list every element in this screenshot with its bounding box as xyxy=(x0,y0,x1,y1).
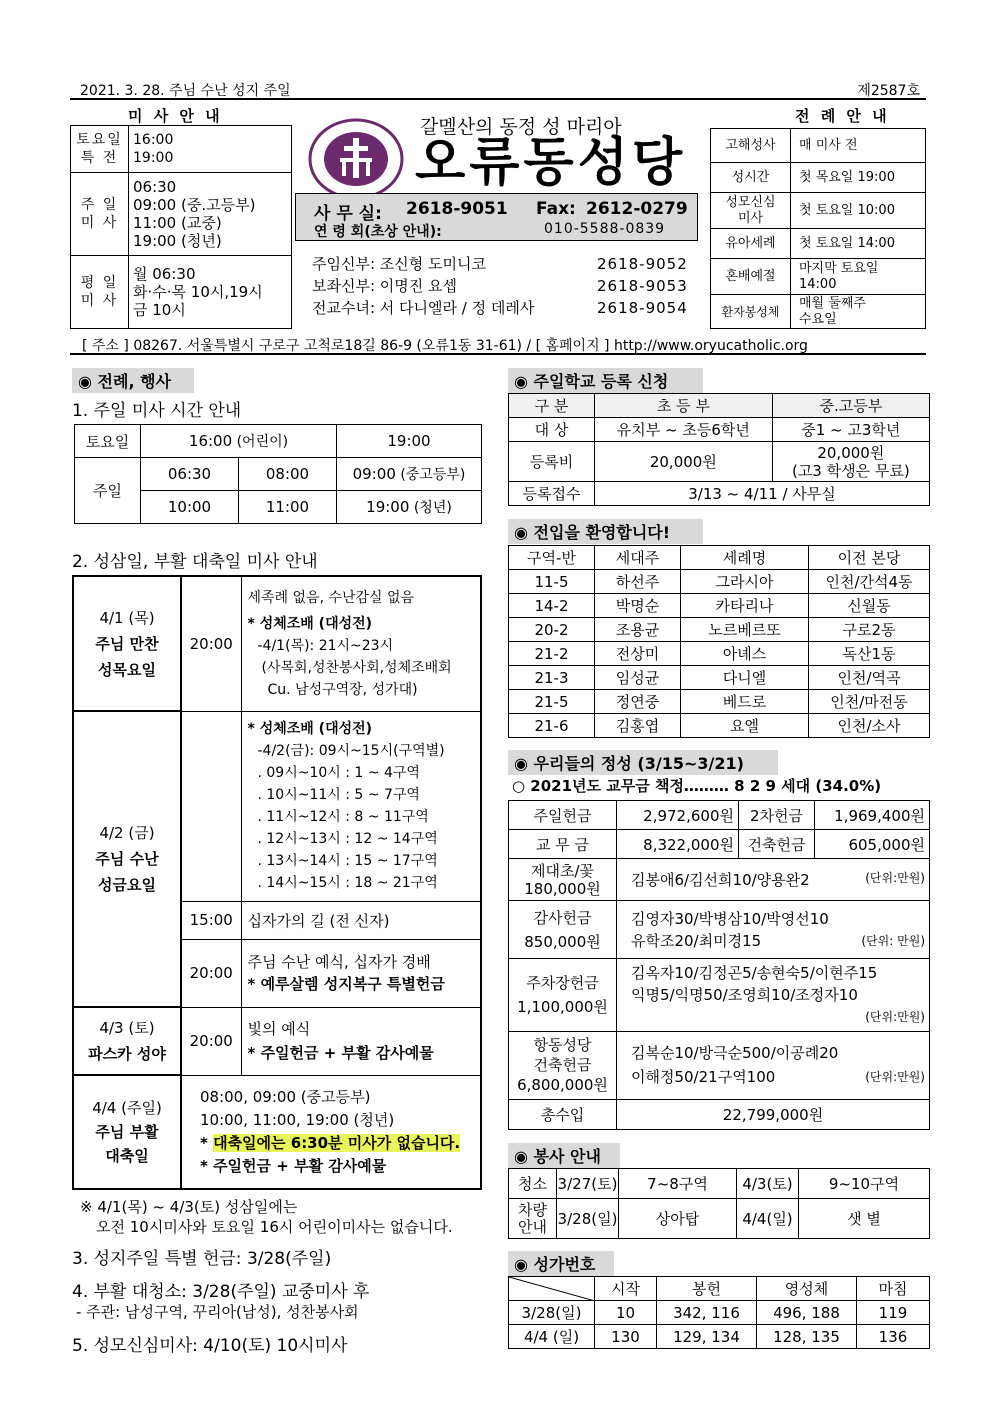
cell: 이해정50/21구역100 xyxy=(631,1068,776,1087)
welcome-cell: 신월동 xyxy=(809,594,930,618)
detail-line: . 12시~13시 : 12 ~ 14구역 xyxy=(257,831,438,847)
welcome-cell: 11-5 xyxy=(509,570,595,594)
detail-line: 빛의 예식 xyxy=(247,1020,311,1038)
liturgy-value: 매 미사 전 xyxy=(791,129,926,163)
welcome-row xyxy=(509,594,930,618)
section-welcome: ◉ 전입을 환영합니다! xyxy=(508,519,703,544)
cell: 20,000원 xyxy=(595,442,773,482)
cell: 중.고등부 xyxy=(772,394,929,418)
cell: 7~8구역 xyxy=(619,1169,737,1199)
clergy-row xyxy=(312,275,702,297)
cell: 구 분 xyxy=(509,394,595,418)
sat-time-1: 16:00 xyxy=(188,432,233,450)
cell: (고3 학생은 무료) xyxy=(791,461,910,480)
triduum-heading: 2. 성삼일, 부활 대축일 미사 안내 xyxy=(72,552,318,572)
sun-time: 10:00 xyxy=(141,491,239,524)
welcome-cell: 임성균 xyxy=(595,666,681,690)
hymn-cell: 496, 188 xyxy=(757,1301,857,1325)
liturgy-key: 유아세례 xyxy=(711,229,791,259)
cell: 605,000원 xyxy=(815,830,930,859)
welcome-row xyxy=(509,690,930,714)
detail-line: -4/2(금): 09시~15시(구역별) xyxy=(257,743,445,759)
cell: 1,969,400원 xyxy=(815,801,930,830)
clergy-role: 주임신부: 조신형 도미니코 xyxy=(312,255,486,273)
welcome-header: 세대주 xyxy=(595,546,681,570)
mass-guide-table xyxy=(70,125,292,329)
time-cell: 20:00 xyxy=(181,939,241,1007)
clergy-role: 전교수녀: 서 다니엘라 / 정 데레사 xyxy=(312,299,535,317)
detail-line: . 09시~10시 : 1 ~ 4구역 xyxy=(257,765,420,781)
cell: 감사헌금 xyxy=(533,908,592,927)
association-label: 연 령 회(초상 안내): xyxy=(314,224,442,240)
day-name: 주님 부활 xyxy=(95,1123,159,1141)
highlight-notice: 대축일에는 6:30분 미사가 없습니다. xyxy=(213,1133,461,1152)
cell: 익명5/익명50/조영희10/조정자10 xyxy=(631,986,858,1005)
hymn-cell: 129, 134 xyxy=(657,1325,757,1349)
detail-line: 주님 수난 예식, 십자가 경배 xyxy=(247,953,431,971)
liturgy-value: 첫 토요일 14:00 xyxy=(791,229,926,259)
detail-line: . 13시~14시 : 15 ~ 17구역 xyxy=(257,853,438,869)
cell: 대 상 xyxy=(509,418,595,442)
cell: 김복순10/방극순500/이공례20 xyxy=(631,1044,839,1063)
detail-line: 십자가의 길 (전 신자) xyxy=(241,901,481,939)
detail-line: Cu. 남성구역장, 성가대) xyxy=(267,681,418,698)
fax-number: 2612-0279 xyxy=(586,199,688,219)
sunday-mass-heading: 1. 주일 미사 시간 안내 xyxy=(72,401,242,421)
section-sunday-school: ◉ 주일학교 등록 신청 xyxy=(508,368,703,393)
mass-value: 06:30 09:00 (중.고등부) 11:00 (교중) 19:00 (청년) xyxy=(129,173,292,255)
hymn-cell: 3/28(일) xyxy=(509,1301,595,1325)
cell: 상아탑 xyxy=(619,1199,737,1239)
cell: 제대초/꽃 xyxy=(530,861,594,880)
welcome-cell: 21-5 xyxy=(509,690,595,714)
hymn-cell: 119 xyxy=(857,1301,930,1325)
sunday-label: 주일 xyxy=(75,458,141,524)
welcome-row xyxy=(509,642,930,666)
welcome-row xyxy=(509,570,930,594)
detail-line: 세족례 없음, 수난감실 없음 xyxy=(247,589,415,606)
cell: 4/3(토) xyxy=(737,1169,799,1199)
item-4-detail: - 주관: 남성구역, 꾸리아(남성), 성찬봉사회 xyxy=(76,1303,359,1321)
cell: 850,000원 xyxy=(524,932,601,951)
cell: 등록접수 xyxy=(509,482,595,506)
cell: 안내 xyxy=(518,1217,547,1236)
cell: 김옥자10/김정곤5/송현숙5/이현주15 xyxy=(631,964,878,983)
welcome-cell: 아녜스 xyxy=(681,642,809,666)
welcome-cell: 하선주 xyxy=(595,570,681,594)
detail-line: -4/1(목): 21시~23시 xyxy=(257,637,394,654)
welcome-cell: 20-2 xyxy=(509,618,595,642)
liturgy-key: 성모신심 미사 xyxy=(711,193,791,229)
welcome-cell: 요엘 xyxy=(681,714,809,738)
liturgy-key: 혼배예절 xyxy=(711,259,791,295)
fax-label: Fax: xyxy=(536,199,576,219)
section-service: ◉ 봉사 안내 xyxy=(508,1143,620,1168)
clergy-phone: 2618-9054 xyxy=(597,299,688,317)
cell: 1,100,000원 xyxy=(517,998,608,1017)
item-5: 5. 성모신심미사: 4/10(토) 10시미사 xyxy=(72,1336,348,1356)
day-name: 성금요일 xyxy=(98,876,156,894)
hymn-cell: 10 xyxy=(595,1301,657,1325)
liturgy-value: 마지막 토요일 14:00 xyxy=(791,259,926,295)
sun-time: 11:00 xyxy=(239,491,337,524)
welcome-cell: 독산1동 xyxy=(809,642,930,666)
detail-line: * 주일헌금 + 부활 감사예물 xyxy=(247,1044,434,1062)
cell: 2,972,600원 xyxy=(617,801,739,830)
day-name: 주님 수난 xyxy=(95,850,159,868)
cell: 3/28(일) xyxy=(557,1199,619,1239)
day-label: 4/1 (목) xyxy=(99,608,155,627)
day-name: 주님 만찬 xyxy=(95,634,159,653)
detail-line: 10:00, 11:00, 19:00 (청년) xyxy=(200,1110,395,1129)
day-name: 대축일 xyxy=(105,1147,149,1165)
cell: 180,000원 xyxy=(524,879,601,898)
liturgy-value: 첫 토요일 10:00 xyxy=(791,193,926,229)
time-cell: 20:00 xyxy=(181,1007,241,1075)
day-label: 4/3 (토) xyxy=(99,1019,155,1037)
welcome-header: 구역-반 xyxy=(509,546,595,570)
welcome-cell: 그라시아 xyxy=(681,570,809,594)
mass-value: 16:00 19:00 xyxy=(129,126,292,173)
clergy-phone: 2618-9053 xyxy=(597,277,688,295)
welcome-cell: 21-6 xyxy=(509,714,595,738)
cell: 건축헌금 xyxy=(533,1056,592,1075)
cell: 유학조20/최미경15 xyxy=(631,931,762,950)
cell: 교 무 금 xyxy=(509,830,617,859)
welcome-cell: 인천/소사 xyxy=(809,714,930,738)
address-bar xyxy=(70,333,926,355)
triduum-table: 4/1 (목) 주님 만찬 성목요일 20:00 세족례 없음, 수난감실 없음 * 성체조배 (대성전) -4/1(목): 21시~23시 (사목회,성찬봉사회,성체조배회 Cu. 남성구역장, 성가대) 4/2 (금) 주님 수난 성금요일 * 성체조배 (대성전) -4/2(금): 09시~15시(구역별) . 09시~10시 : 1 ~ 4구역 . 10시~11시 : 5 ~ 7구역 . 11시~12시 : 8 ~ 11구역 . 12시~13시 : 12 ~ 14구역 . 13시~14시 : 15 ~ 17구역 . 14시~15시 : 18 ~ 21구역 15:00 십자가의 길 (전 신자) 20:00 주님 수난 예식, 십자가 경배 * 예루살렘 성지복구 특별헌금 4/3 (토) 파스카 성야 20:00 빛의 예식 * 주일헌금 + 부활 감사예물 4/4 (주일) 주님 부활 대축일 08:00, 09:00 (중고등부) 10:00, 11:00, 19:00 (청년) * 대축일에는 6:30분 미사가 없습니다. * 주일헌금 + 부활 감사예물 xyxy=(72,575,482,1190)
welcome-header: 이전 본당 xyxy=(809,546,930,570)
detail-line: * 주일헌금 + 부활 감사예물 xyxy=(200,1156,387,1175)
sun-time-note: (청년) xyxy=(409,500,452,516)
cell: 김영자30/박병삼10/박영선10 xyxy=(631,909,829,928)
welcome-header: 세례명 xyxy=(681,546,809,570)
cell: 9~10구역 xyxy=(799,1169,930,1199)
sun-time: 08:00 xyxy=(239,458,337,491)
cell: 초 등 부 xyxy=(595,394,773,418)
detail-line: . 14시~15시 : 18 ~ 21구역 xyxy=(257,875,438,891)
welcome-cell: 카타리나 xyxy=(681,594,809,618)
liturgy-key: 성시간 xyxy=(711,163,791,193)
clergy-phone: 2618-9052 xyxy=(597,255,688,273)
cell: 20,000원 xyxy=(817,443,885,462)
detail-line: * 성체조배 (대성전) xyxy=(247,615,373,632)
sun-time-note: (중고등부) xyxy=(395,467,466,483)
hymn-row xyxy=(509,1325,930,1349)
cell: 김봉애6/김선희10/양용완2 xyxy=(631,871,810,890)
liturgy-guide-table xyxy=(710,128,926,329)
mass-value: 월 06:30 화·수·목 10시,19시 금 10시 xyxy=(129,255,292,328)
saturday-label: 토요일 xyxy=(75,425,141,458)
liturgy-value: 매월 둘째주 수요일 xyxy=(791,295,926,329)
welcome-cell: 다니엘 xyxy=(681,666,809,690)
cell: 등록비 xyxy=(509,442,595,482)
office-phone-label: 사 무 실: xyxy=(314,204,382,224)
parish-logo xyxy=(308,118,404,200)
day-label: 4/4 (주일) xyxy=(92,1099,162,1117)
cell: 8,322,000원 xyxy=(617,830,739,859)
sat-time-2: 19:00 xyxy=(337,425,482,458)
cell: 2차헌금 xyxy=(739,801,815,830)
hymn-table xyxy=(508,1276,930,1349)
mass-key: 평 일 미 사 xyxy=(71,255,129,328)
hymn-header: 영성체 xyxy=(757,1277,857,1301)
hymn-row xyxy=(509,1301,930,1325)
time-cell: 20:00 xyxy=(181,576,241,711)
welcome-cell: 21-2 xyxy=(509,642,595,666)
hymn-cell: 4/4 (일) xyxy=(509,1325,595,1349)
parish-subtitle: 갈멜산의 동정 성 마리아 xyxy=(420,116,622,138)
cell: (단위:만원) xyxy=(865,1010,925,1025)
address-text: [ 주소 ] 08267. 서울특별시 구로구 고척로18길 86-9 (오류1동 31-61) / [ 홈페이지 ] http://www.oryucatholic.org xyxy=(82,338,808,354)
liturgy-key: 환자봉성체 xyxy=(711,295,791,329)
welcome-cell: 김홍엽 xyxy=(595,714,681,738)
welcome-cell: 베드로 xyxy=(681,690,809,714)
sunday-mass-table xyxy=(74,424,482,524)
clergy-row xyxy=(312,297,702,319)
welcome-cell: 인천/역곡 xyxy=(809,666,930,690)
hymn-cell: 128, 135 xyxy=(757,1325,857,1349)
day-name: 파스카 성야 xyxy=(88,1045,166,1063)
cell: 4/4(일) xyxy=(737,1199,799,1239)
cell: 청소 xyxy=(509,1169,557,1199)
parish-name: 오류동성당 xyxy=(415,133,687,193)
hymn-header: 봉헌 xyxy=(657,1277,757,1301)
cell: 항동성당 xyxy=(533,1036,592,1055)
clergy-row xyxy=(312,253,702,275)
welcome-cell: 인천/간석4동 xyxy=(809,570,930,594)
cell: 3/27(토) xyxy=(557,1169,619,1199)
hymn-header: 마침 xyxy=(857,1277,930,1301)
welcome-cell: 조용균 xyxy=(595,618,681,642)
item-4: 4. 부활 대청소: 3/28(주일) 교중미사 후 xyxy=(72,1282,370,1302)
time-cell: 15:00 xyxy=(181,901,241,939)
bulletin-date: 2021. 3. 28. 주님 수난 성지 주일 xyxy=(80,83,291,99)
cell: 샛 별 xyxy=(799,1199,930,1239)
welcome-cell: 14-2 xyxy=(509,594,595,618)
office-contact-box xyxy=(295,193,698,241)
cell: 유치부 ~ 초등6학년 xyxy=(595,418,773,442)
section-hymns: ◉ 성가번호 xyxy=(508,1251,614,1276)
diagonal-line xyxy=(509,1277,595,1301)
cell: 주차장헌금 xyxy=(526,974,599,993)
welcome-row xyxy=(509,666,930,690)
sun-time: 09:00 xyxy=(352,465,396,483)
hymn-cell: 136 xyxy=(857,1325,930,1349)
clergy-list xyxy=(312,253,702,319)
association-phone: 010-5588-0839 xyxy=(544,221,666,237)
cell: (단위:만원) xyxy=(865,871,925,886)
clergy-role: 보좌신부: 이명진 요셉 xyxy=(312,277,458,295)
sat-time-1-note: (어린이) xyxy=(232,434,289,450)
section-offerings: ◉ 우리들의 정성 (3/15~3/21) xyxy=(508,750,778,775)
tithe-summary: ○ 2021년도 교무금 책정……… 8 2 9 세대 (34.0%) xyxy=(512,777,882,795)
mass-key: 토요일 특 전 xyxy=(71,126,129,173)
cell: 중1 ~ 고3학년 xyxy=(772,418,929,442)
section-liturgy-events: ◉ 전례, 행사 xyxy=(72,368,194,393)
triduum-note-1: ※ 4/1(목) ~ 4/3(토) 성삼일에는 xyxy=(80,1198,298,1216)
welcome-cell: 21-3 xyxy=(509,666,595,690)
liturgy-guide-title: 전 례 안 내 xyxy=(795,107,890,125)
cell: 총수입 xyxy=(509,1099,617,1129)
day-name: 성목요일 xyxy=(98,660,156,679)
welcome-row xyxy=(509,714,930,738)
detail-line: * 예루살렘 성지복구 특별헌금 xyxy=(247,975,445,993)
cell: 건축헌금 xyxy=(739,830,815,859)
offerings-table xyxy=(508,800,930,1130)
sunday-school-table xyxy=(508,393,930,506)
liturgy-key: 고해성사 xyxy=(711,129,791,163)
welcome-table xyxy=(508,545,930,738)
cell: (단위: 만원) xyxy=(861,933,925,948)
cell: 22,799,000원 xyxy=(617,1099,930,1129)
day-label: 4/2 (금) xyxy=(99,824,155,842)
detail-line: . 11시~12시 : 8 ~ 11구역 xyxy=(257,809,429,825)
cell: 6,800,000원 xyxy=(517,1076,608,1095)
detail-line: * 성체조배 (대성전) xyxy=(247,721,373,737)
office-phone: 2618-9051 xyxy=(406,199,508,219)
sun-time: 19:00 xyxy=(366,498,410,516)
welcome-cell: 구로2동 xyxy=(809,618,930,642)
hymn-cell: 342, 116 xyxy=(657,1301,757,1325)
welcome-cell: 박명순 xyxy=(595,594,681,618)
cell: 차량 xyxy=(518,1200,547,1219)
welcome-cell: 인천/마전동 xyxy=(809,690,930,714)
welcome-cell: 정연중 xyxy=(595,690,681,714)
hymn-cell: 130 xyxy=(595,1325,657,1349)
detail-line: 08:00, 09:00 (중고등부) xyxy=(200,1087,371,1106)
detail-line: . 10시~11시 : 5 ~ 7구역 xyxy=(257,787,420,803)
cell: 주일헌금 xyxy=(509,801,617,830)
bulletin-header xyxy=(70,80,926,100)
welcome-cell: 노르베르또 xyxy=(681,618,809,642)
hymn-corner xyxy=(509,1277,595,1301)
liturgy-value: 첫 목요일 19:00 xyxy=(791,163,926,193)
triduum-note-2: 오전 10시미사와 토요일 16시 어린이미사는 없습니다. xyxy=(96,1218,453,1236)
detail-line: (사목회,성찬봉사회,성체조배회 xyxy=(261,659,452,676)
cell: 3/13 ~ 4/11 / 사무실 xyxy=(595,482,930,506)
mass-guide-title: 미 사 안 내 xyxy=(128,107,223,125)
welcome-cell: 전상미 xyxy=(595,642,681,666)
issue-number: 제2587호 xyxy=(857,83,920,99)
item-3: 3. 성지주일 특별 헌금: 3/28(주일) xyxy=(72,1249,332,1269)
service-table xyxy=(508,1168,930,1239)
mass-key: 주 일 미 사 xyxy=(71,173,129,255)
sun-time: 06:30 xyxy=(141,458,239,491)
welcome-row xyxy=(509,618,930,642)
cell: (단위:만원) xyxy=(865,1070,925,1085)
hymn-header: 시작 xyxy=(595,1277,657,1301)
